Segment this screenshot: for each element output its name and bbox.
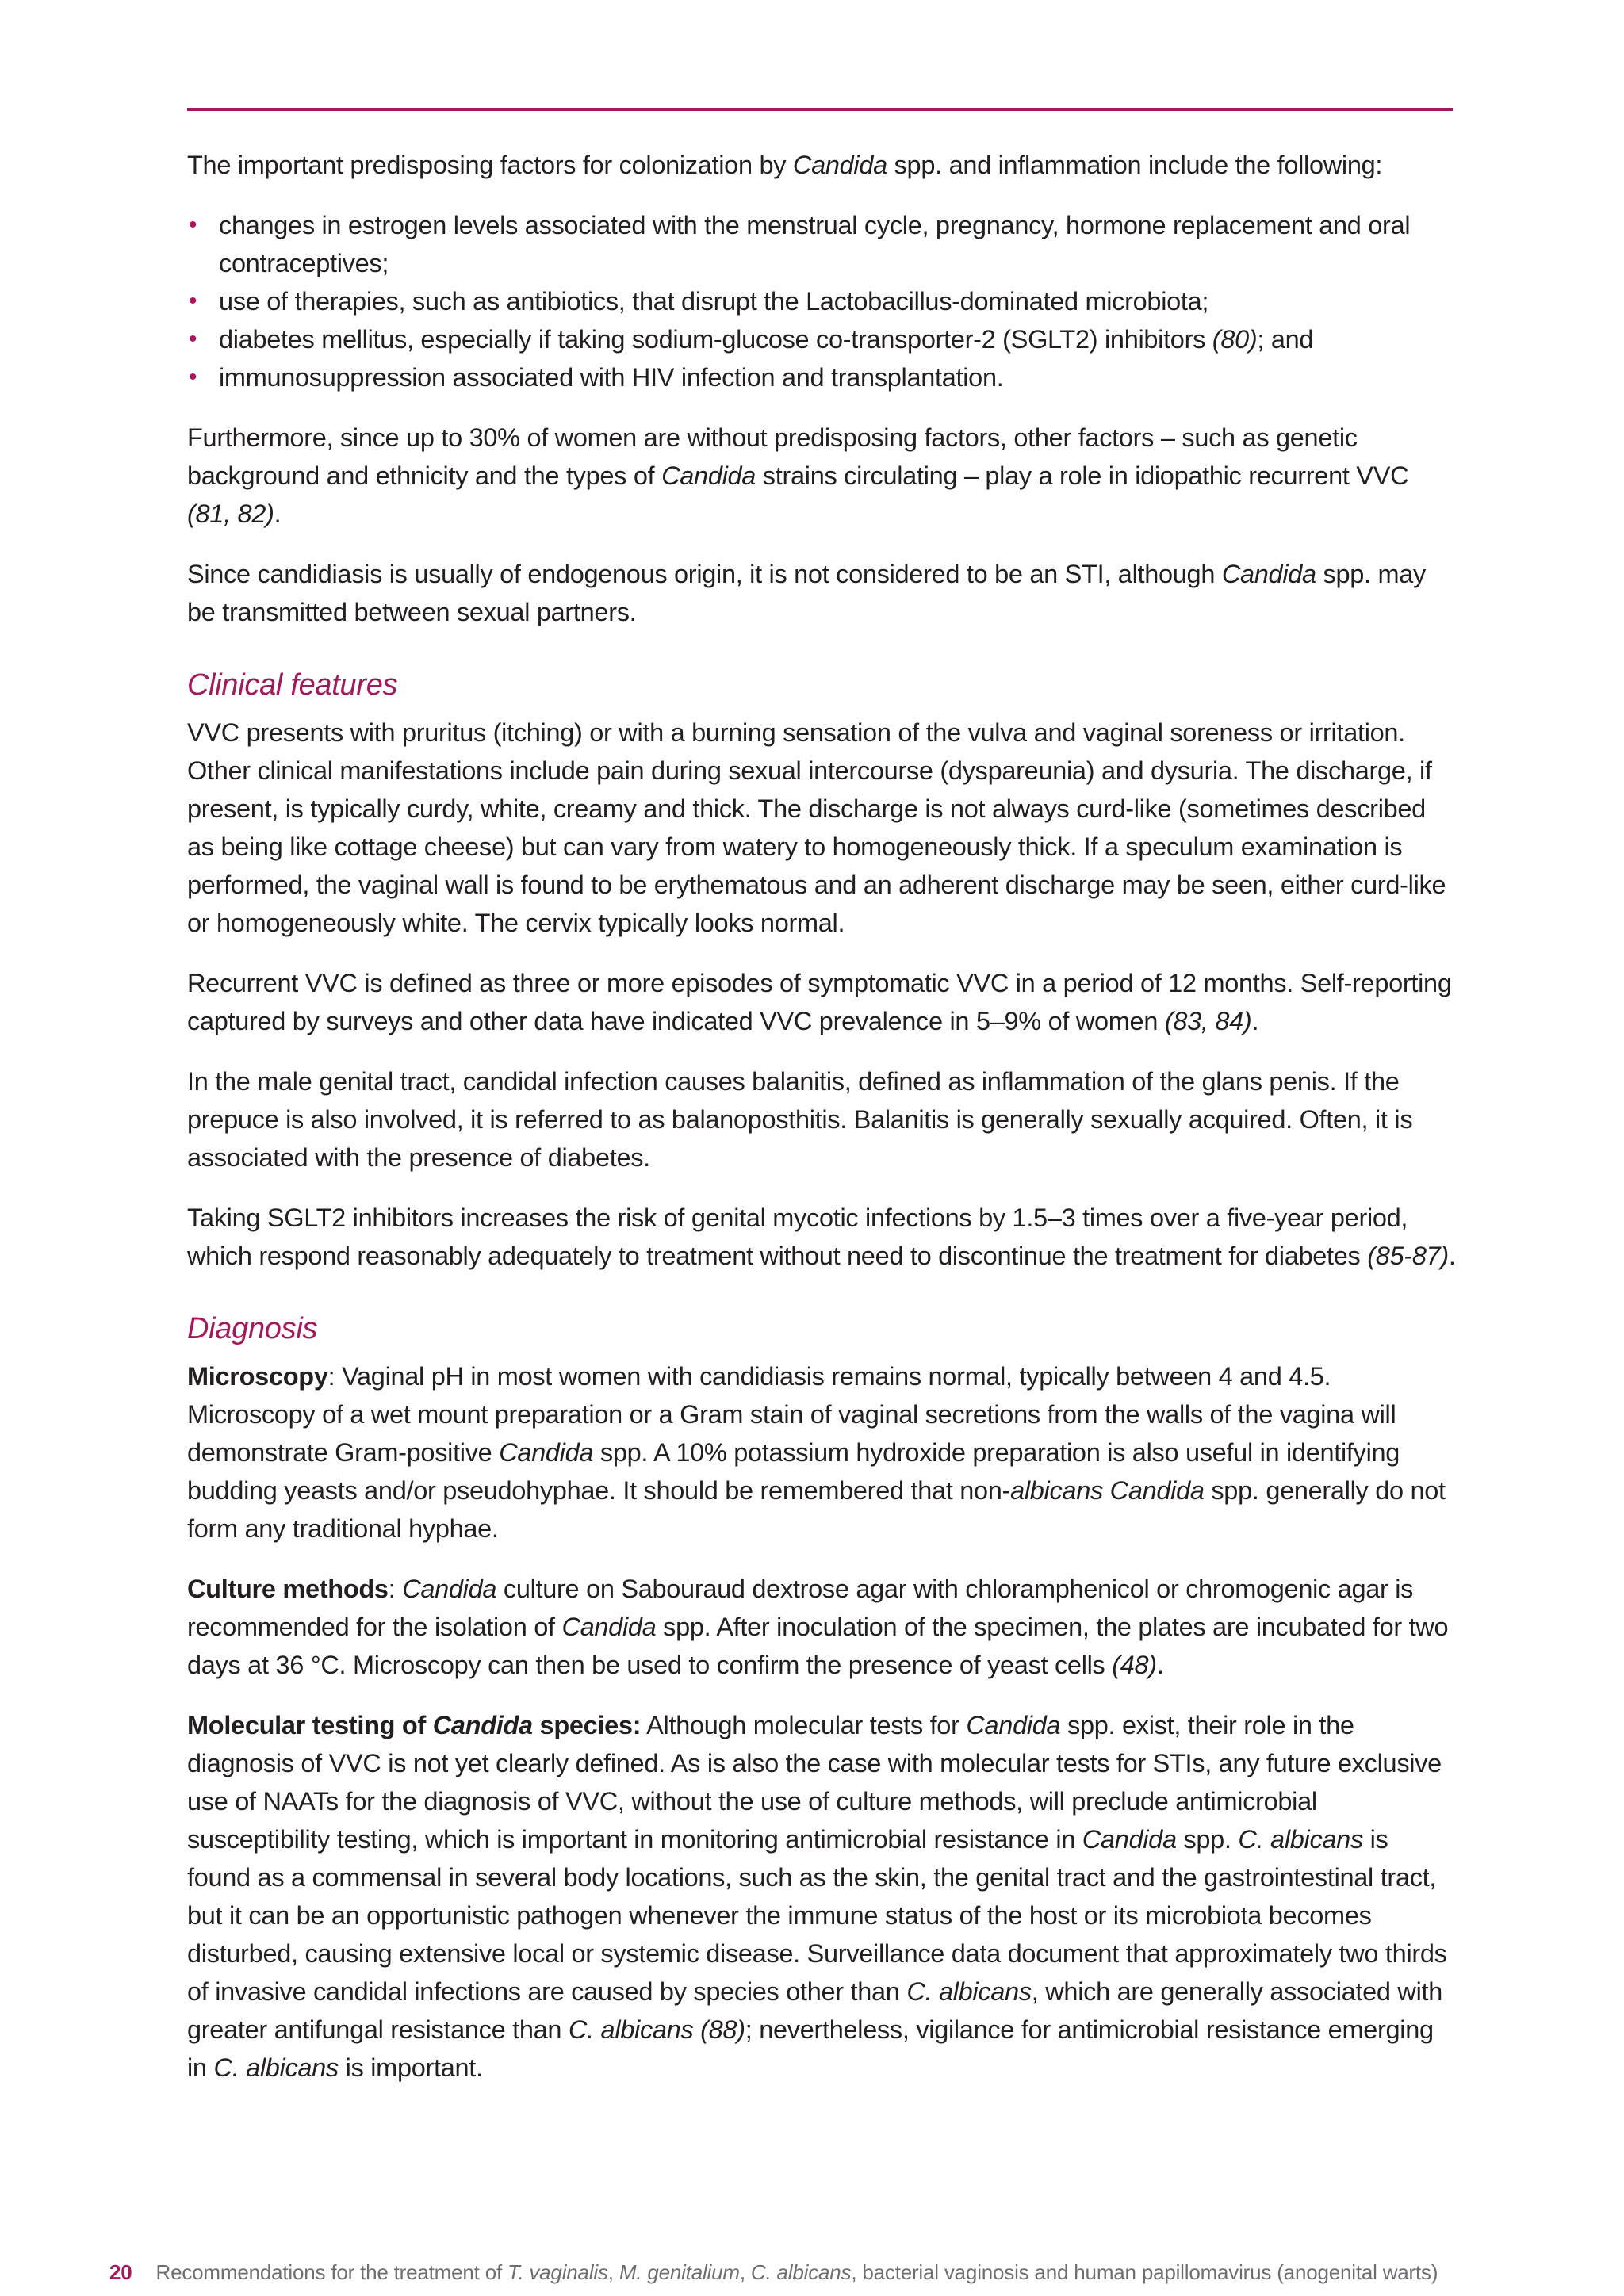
list-item: • immunosuppression associated with HIV infection and transplantation. [187,358,1456,396]
transmission-paragraph: Since candidiasis is usually of endogenous origin, it is not considered to be an STI, although Candida spp. may be transmitted between sexual partners. [187,560,1426,626]
clinical-paragraph-4: Taking SGLT2 inhibitors increases the risk of genital mycotic infections by 1.5–3 times over a five-year period, which respond reasonably adequately to treatment without need to discontinue the treatment for diabetes (85-87). [187,1203,1456,1270]
clinical-paragraph-2: Recurrent VVC is defined as three or more episodes of symptomatic VVC in a period of 12 months. Self-reporting captured by surveys and other data have indicated VVC prevalence in 5–9% of women (83, 84). [187,969,1452,1035]
predisposing-factors-list [187,206,1456,396]
citation: (85-87) [1367,1242,1449,1270]
list-item: • use of therapies, such as antibiotics, that disrupt the Lactobacillus-dominated microbiota; [187,282,1456,320]
bullet-icon: • [189,364,197,390]
culture-paragraph: Culture methods: Candida culture on Sabouraud dextrose agar with chloramphenicol or chromogenic agar is recommended for the isolation of Candida spp. After inoculation of the specimen, the plates are incubated for two days at 36 °C. Microscopy can then be used to confirm the presence of yeast cells (48). [187,1575,1449,1679]
page-footer: 20 Recommendations for the treatment of T. vaginalis, M. genitalium, C. albicans, bacterial vaginosis and human papillomavirus (anogenital warts) [109,2260,1438,2284]
microscopy-paragraph: Microscopy: Vaginal pH in most women with candidiasis remains normal, typically between 4 and 4.5. Microscopy of a wet mount preparation or a Gram stain of vaginal secretions from the walls of the vagina will demonstrate Gram-positive Candida spp. A 10% potassium hydroxide preparation is also useful in identifying budding yeasts and/or pseudohyphae. It should be remembered that non-albicans Candida spp. generally do not form any traditional hyphae. [187,1362,1446,1543]
header-rule [187,108,1453,111]
citation: (80) [1212,325,1258,354]
clinical-paragraph-1: VVC presents with pruritus (itching) or with a burning sensation of the vulva and vaginal soreness or irritation. Other clinical manifestations include pain during sexual intercourse (dyspareunia) and dysuria. The discharge, if present, is typically curdy, white, creamy and thick. The discharge is not always curd-like (sometimes described as being like cottage cheese) but can vary from watery to homogeneously thick. If a speculum examination is performed, the vaginal wall is found to be erythematous and an adherent discharge may be seen, either curd-like or homogeneously white. The cervix typically looks normal. [187,718,1446,937]
citation: (83, 84) [1164,1007,1252,1035]
bullet-icon: • [189,288,197,314]
list-item: • changes in estrogen levels associated with the menstrual cycle, pregnancy, hormone replacement and oral contraceptives; [187,206,1456,282]
diagnosis-heading: Diagnosis [187,1312,318,1345]
clinical-features-heading: Clinical features [187,668,398,702]
page-number: 20 [109,2260,132,2284]
citation: (81, 82) [187,499,274,528]
bullet-icon: • [189,212,197,238]
bullet-icon: • [189,326,197,352]
furthermore-paragraph: Furthermore, since up to 30% of women are without predisposing factors, other factors – such as genetic background and ethnicity and the types of Candida strains circulating – play a role in idiopathic recurrent VVC (81, 82). [187,423,1409,528]
molecular-paragraph: Molecular testing of Candida species: Although molecular tests for Candida spp. exist, their role in the diagnosis of VVC is not yet clearly defined. As is also the case with molecular tests for STIs, any future exclusive use of NAATs for the diagnosis of VVC, without the use of culture methods, will preclude antimicrobial susceptibility testing, which is important in monitoring antimicrobial resistance in Candida spp. C. albicans is found as a commensal in several body locations, such as the skin, the genital tract and the gastrointestinal tract, but it can be an opportunistic pathogen whenever the immune status of the host or its microbiota becomes disturbed, causing extensive local or systemic disease. Surveillance data document that approximately two thirds of invasive candidal infections are caused by species other than C. albicans, which are generally associated with greater antifungal resistance than C. albicans (88); nevertheless, vigilance for antimicrobial resistance emerging in C. albicans is important. [187,1711,1447,2082]
citation: (88) [693,2015,745,2044]
clinical-paragraph-3: In the male genital tract, candidal infection causes balanitis, defined as inflammation of the glans penis. If the prepuce is also involved, it is referred to as balanoposthitis. Balanitis is generally sexually acquired. Often, it is associated with the presence of diabetes. [187,1067,1413,1172]
intro-paragraph: The important predisposing factors for colonization by Candida spp. and inflammation include the following: [187,151,1383,179]
page-content [187,146,1456,2109]
citation: (48) [1112,1651,1157,1679]
list-item: • diabetes mellitus, especially if taking sodium-glucose co-transporter-2 (SGLT2) inhibitors (80); and [187,320,1456,358]
